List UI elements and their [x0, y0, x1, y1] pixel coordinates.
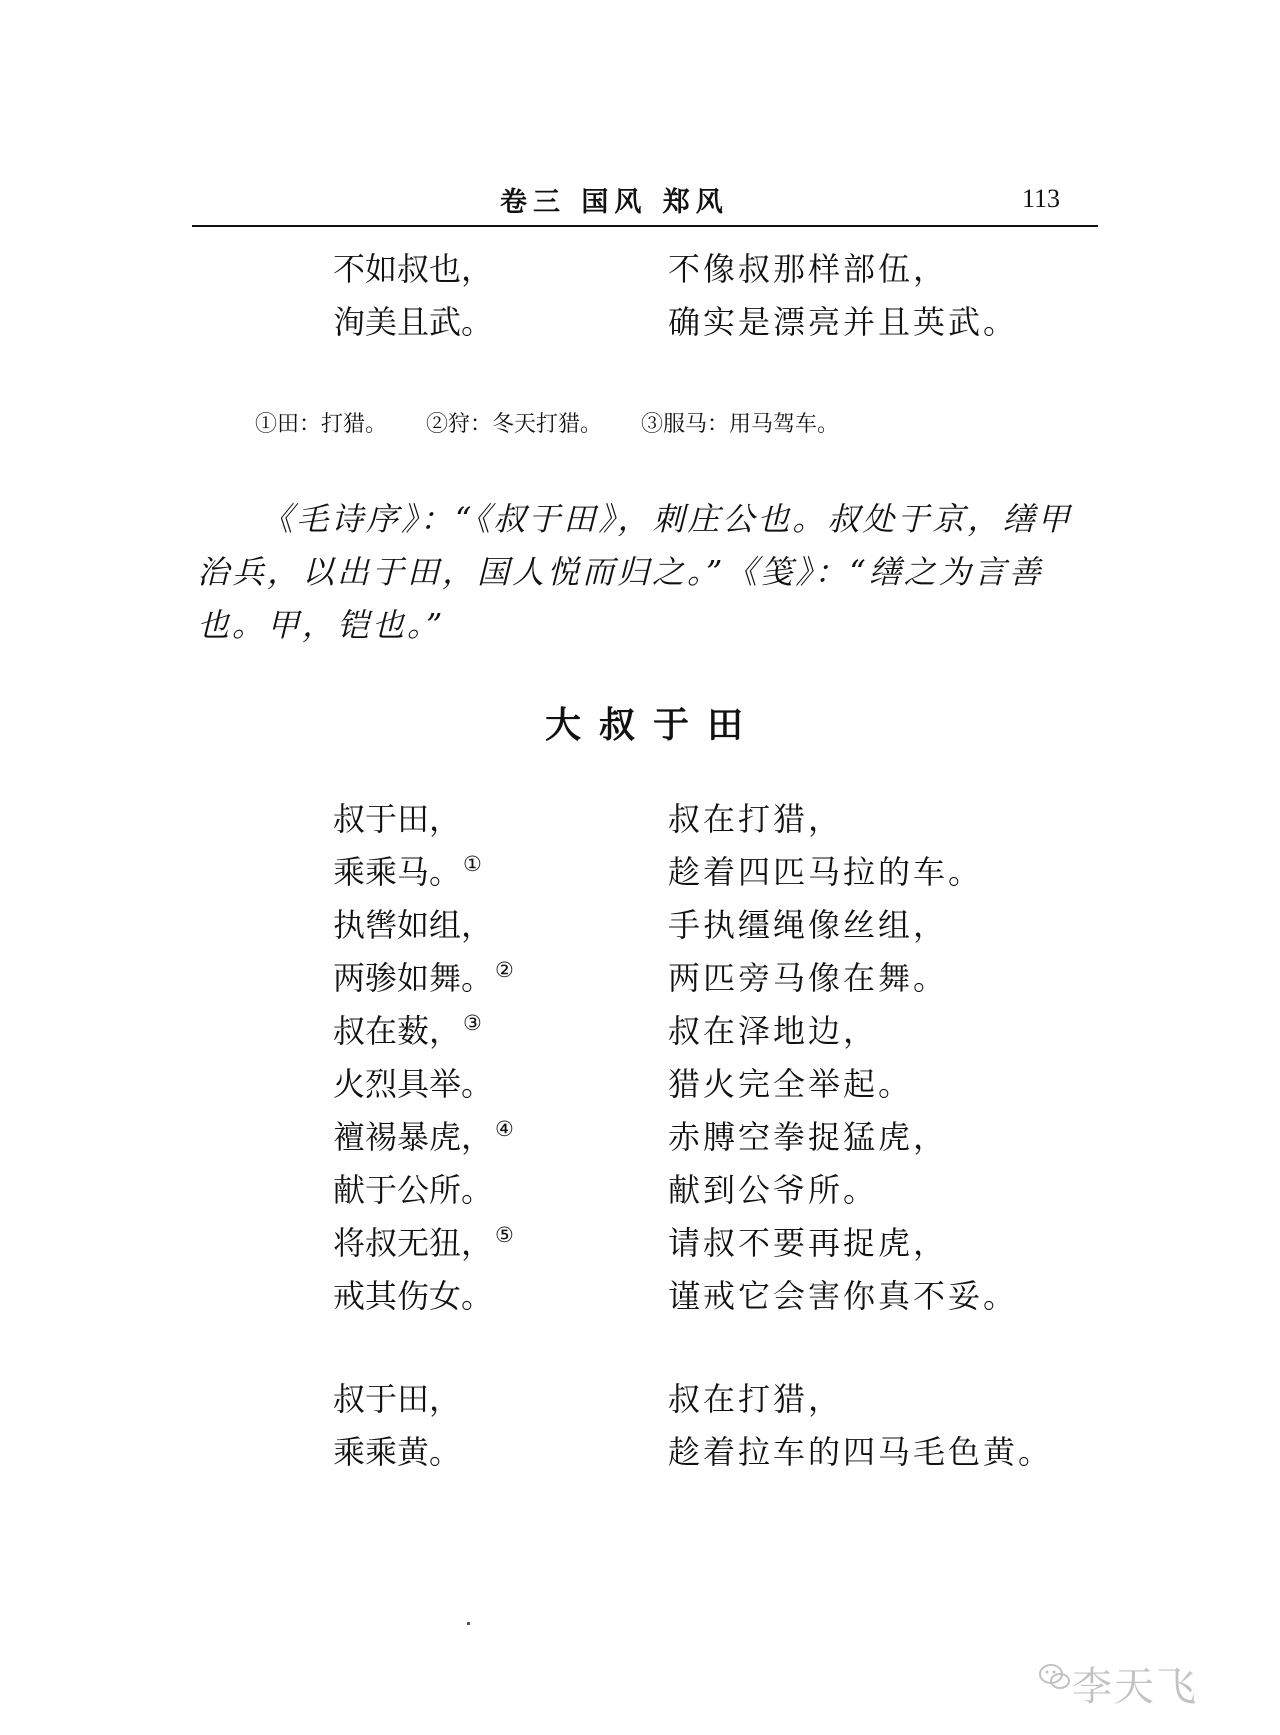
poem-line-original: [333, 1171, 494, 1209]
poem-line-text: 将叔无狃，: [333, 1224, 494, 1262]
poem-line-text: 献于公所。: [333, 1171, 494, 1209]
poem-line-translation: 谨戒它会害你真不妥。: [668, 1277, 1019, 1315]
footnote-marker: ②: [495, 958, 514, 982]
poem-line-translation: 献到公爷所。: [668, 1171, 879, 1209]
poem-line-text: 叔于田，: [333, 800, 462, 838]
poem-line-text: 叔于田，: [333, 1380, 462, 1418]
poem-line-translation: 叔在打猎，: [668, 800, 844, 838]
poem-line-translation: 两匹旁马像在舞。: [668, 959, 949, 997]
poem-line-translation: 请叔不要再捉虎，: [668, 1224, 949, 1262]
poem-line-original: 不如叔也，: [333, 250, 494, 288]
page-number: 113: [1022, 184, 1061, 213]
poem-line-translation: 猎火完全举起。: [668, 1065, 914, 1103]
commentary-paragraph: 《毛诗序》：“《叔于田》，刺庄公也。叔处于京，缮甲治兵，以出于田，国人悦而归之。”《笺》：“缮之为言善也。甲，铠也。”: [197, 500, 1073, 644]
poem-line-translation: 趁着拉车的四马毛色黄。: [668, 1433, 1054, 1471]
poem-line-text: 乘乘马。: [333, 853, 462, 891]
poem-line-original: [333, 1065, 494, 1103]
poem-line-original: [333, 1277, 494, 1315]
footnote-marker: ①: [463, 852, 482, 876]
poem-line-text: 执辔如组，: [333, 906, 494, 944]
poem-line-original: [333, 1011, 482, 1050]
poem-line-text: 襢裼暴虎，: [333, 1118, 494, 1156]
poem-line-text: 叔在薮，: [333, 1012, 462, 1050]
wechat-icon: [1038, 1660, 1072, 1694]
footnote: ③服马：用马驾车。: [641, 412, 840, 437]
footnote-marker: ④: [495, 1117, 514, 1141]
footnote: ②狩：冬天打猎。: [426, 412, 603, 437]
header-rule: [192, 225, 1098, 227]
poem-line-original: [333, 958, 514, 997]
poem-title: 大叔于田: [545, 704, 762, 746]
watermark-text: 李天飞: [1072, 1664, 1198, 1710]
footnotes: [255, 407, 871, 438]
poem-line-translation: 不像叔那样部伍，: [668, 250, 949, 288]
footnote: ①田：打猎。: [255, 412, 388, 437]
poem-line-text: 两骖如舞。: [333, 959, 494, 997]
speck: [467, 1622, 470, 1625]
poem-line-original: [333, 1223, 514, 1262]
poem-line-original: [333, 906, 494, 944]
poem-line-original: [333, 852, 482, 891]
poem-line-translation: 趁着四匹马拉的车。: [668, 853, 984, 891]
poem-line-translation: 赤膊空拳捉猛虎，: [668, 1118, 949, 1156]
poem-line-original: [333, 1117, 514, 1156]
poem-line-original: [333, 1433, 462, 1471]
poem-line-original: [333, 800, 462, 838]
poem-line-text: 乘乘黄。: [333, 1433, 462, 1471]
poem-line-translation: 手执缰绳像丝组，: [668, 906, 949, 944]
running-header-title: 卷三 国风 郑风: [500, 187, 729, 218]
footnote-marker: ③: [463, 1011, 482, 1035]
footnote-marker: ⑤: [495, 1223, 514, 1247]
poem-line-text: 戒其伤女。: [333, 1277, 494, 1315]
poem-line-original: 洵美且武。: [333, 303, 494, 341]
poem-line-translation: 叔在泽地边，: [668, 1012, 879, 1050]
poem-line-text: 火烈具举。: [333, 1065, 494, 1103]
poem-line-original: [333, 1380, 462, 1418]
poem-line-translation: 叔在打猎，: [668, 1380, 844, 1418]
poem-line-translation: 确实是漂亮并且英武。: [668, 303, 1019, 341]
